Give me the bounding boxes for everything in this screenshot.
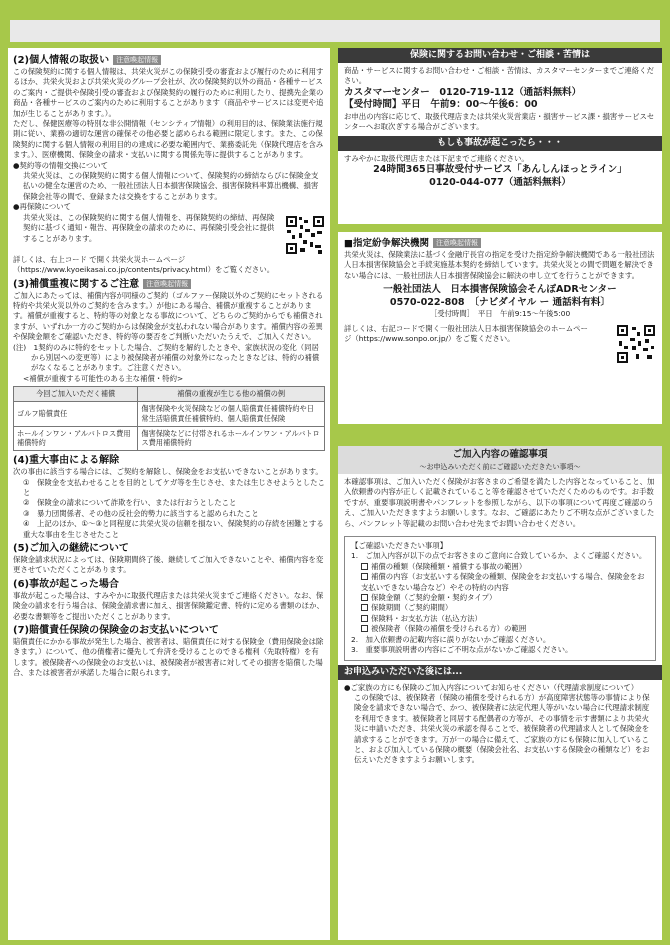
section-7-paragraph: 賠償責任にかかる事故が発生した場合、被害者は、賠償責任に対する保険金（費用保険金は除きます。）について、他の債権者に優先して弁済を受けることのできる権利（先取特権）を有します。被保険者への保険金のお支払いは、被保険者が被害者に対してその損害を賠償した場合、または被害者が承諾した場合に限られます。	[13, 637, 324, 678]
confirmation-title: ご加入内容の確認事項 〜お申込みいただく前にご確認いただきたい事項〜	[338, 446, 662, 474]
checklist-item[interactable]: 保険金額（ご契約金額・契約タイプ）	[351, 593, 649, 603]
info-exchange-heading: ●契約等の情報交換について	[13, 160, 108, 170]
info-exchange-text: 共栄火災は、この保険契約に関する個人情報について、保険契約の締結ならびに保険金支払いの健全な運営のため、一般社団法人日本損害保険協会、損害保険料率算出機構、損害保険会社等の間で、登録または交換をすることがあります。	[23, 171, 319, 201]
adr-center-name: 一般社団法人 日本損害保険協会そんぽADRセンター	[383, 284, 617, 296]
section-6-heading: (6)事故が起こった場合	[13, 578, 119, 590]
privacy-qr-code-icon[interactable]	[285, 215, 325, 255]
adr-body: 共栄火災は、保険業法に基づく金融庁長官の指定を受けた指定紛争解決機関である一般社団法人日本損害保険協会と手続実施基本契約を締結しています。共栄火災との間で問題を解決できない場合には、一般社団法人日本損害保険協会に解決の申し立てを行うことができます。	[344, 250, 655, 280]
table-cell: 傷害保険などに付帯されるホールインワン・アルバトロス費用補償特約	[138, 426, 325, 451]
section-6-paragraph: 事故が起こった場合は、すみやかに取扱代理店または共栄火災までご連絡ください。なお、保険金の請求を行う場合は、保険金請求書に加え、損害保険鑑定書、特約に定める書類のほか、必要な書類等をご提出いただくことがあります。	[13, 590, 324, 621]
confirmation-intro: 本確認事項は、ご加入いただく保険がお客さまのご希望を満たした内容となっていること、加入依頼書の内容が正しく記載されていること等を確認させていただくためのものです。お手数ですが、重要事項説明書やパンフレットを参照しながら、以下の事項について再度ご確認のうえ、ご加入いただきますようお願いします。なお、ご確認にあたりご不明な点がございましたら、パンフレット等記載のお問い合わせ先までお問い合わせください。	[344, 477, 655, 528]
customer-center-phone[interactable]: カスタマーセンター 0120-719-112（通話料無料）	[344, 86, 582, 98]
table-header: 補償の重複が生じる他の補償の例	[138, 387, 325, 402]
checklist-item[interactable]: 被保険者（保険の補償を受けられる方）の範囲	[351, 624, 649, 634]
table-row	[14, 426, 325, 451]
list-item: ① 保険金を支払わせることを目的としてケガ等を生じさせ、または生じさせようとしたこと	[23, 477, 325, 497]
overlap-coverage-table	[13, 386, 325, 451]
checkbox[interactable]	[361, 573, 368, 580]
adr-panel	[338, 232, 662, 424]
after-application-title: お申込みいただいた後には...	[338, 665, 662, 680]
accident-service-name: 24時間365日事故受付サービス「あんしんほっとライン」	[373, 164, 627, 176]
accident-title: もしも事故が起こったら・・・	[338, 136, 662, 151]
confirmation-checklist-box	[344, 536, 656, 660]
checklist-item[interactable]: 補償の種類（保険種類・補償する事故の範囲）	[351, 562, 649, 572]
accident-phone[interactable]: 0120-044-077（通話料無料）	[429, 176, 571, 188]
contact-intro: 商品・サービスに関するお問い合わせ・ご相談・苦情は、カスタマーセンターまでご連絡ください。	[344, 66, 654, 86]
table-header: 今回ご加入いただく補償	[14, 387, 138, 402]
adr-detail: 詳しくは、右記コードで開く一般社団法人日本損害保険協会のホームページ（https://www.sonpo.or.jp/）をご覧ください。	[344, 323, 588, 344]
list-item: ④ 上記のほか、①～③と同程度に共栄火災の信頼を損ない、保険契約の存続を困難とする重大な事由を生じさせたこと	[23, 519, 324, 539]
checklist-item[interactable]: 保険料・お支払方法（払込方法）	[351, 614, 649, 624]
section-5-heading: (5)ご加入の継続について	[13, 542, 129, 554]
section-3-heading: (3)補償重複に関するご注意 注意喚起情報	[13, 278, 325, 291]
section-2-paragraph-2: ただし、保健医療等の特別な非公開情報（センシティブ情報）の利用目的は、保険業法施行規則に従い、業務の適切な運営の確保その他必要と認められる範囲に限定します。また、この保険契約に関する個人情報の利用目的の達成に必要な範囲内で、業務委託先（保険代理店を含みます。）、医療機関、保険金の請求・支払いに関する関係先等に提供することがあります。	[13, 119, 324, 160]
caution-badge: 注意喚起情報	[113, 55, 161, 65]
customer-center-hours: 【受付時間】平日 午前9：00〜午後6：00	[344, 99, 538, 111]
section-2-paragraph-3: 詳しくは、右上コード で開く共栄火災ホームページ（https://www.kyoeikasai.co.jp/contents/privacy.html）をご覧ください。	[13, 254, 275, 275]
checkbox[interactable]	[361, 625, 368, 632]
checklist-question-1: 1. ご加入内容が以下の点でお客さまのご意向に合致しているか、よくご確認ください。	[351, 551, 647, 561]
caution-badge: 注意喚起情報	[433, 238, 481, 248]
section-2-heading: (2)個人情報の取扱い 注意喚起情報	[13, 54, 325, 67]
checkbox[interactable]	[361, 615, 368, 622]
after-application-bullet: ●ご家族の方にも保険のご加入内容についてお知らせください（代理請求制度について）	[344, 682, 639, 692]
table-cell: ホールインワン・アルバトロス費用補償特約	[14, 426, 138, 451]
section-4-heading: (4)重大事由による解除	[13, 455, 120, 467]
contact-title: 保険に関するお問い合わせ・ご相談・苦情は	[338, 48, 662, 63]
adr-center-phone[interactable]: 0570-022-808 〔ナビダイヤル ー 通話料有料〕	[389, 296, 611, 308]
table-cell: ゴルフ賠償責任	[14, 401, 138, 426]
checkbox[interactable]	[361, 604, 368, 611]
top-header-bar	[10, 20, 660, 42]
adr-center-hours: ［受付時間］ 平日 午前9:15〜午後5:00	[429, 309, 571, 319]
reinsurance-heading: ●再保険について	[13, 202, 72, 212]
caution-badge: 注意喚起情報	[143, 279, 191, 289]
reinsurance-text: 共栄火災は、この保険契約に関する個人情報を、再保険契約の締結、再保険契約に基づく通知・報告、再保険金の請求のために、再保険引受会社に提供することがあります。	[23, 212, 275, 243]
table-row	[14, 401, 325, 426]
adr-heading: ■指定紛争解決機関 注意喚起情報	[344, 237, 656, 250]
table-cell: 傷害保険や火災保険などの個人賠償責任補償特約や日常生活賠償責任補償特約、個人賠償責任保険	[138, 401, 325, 426]
contact-panel	[338, 48, 662, 224]
left-column	[8, 48, 330, 940]
checkbox[interactable]	[361, 563, 368, 570]
list-item: ③ 暴力団関係者、その他の反社会的勢力に該当すると認められたこと	[23, 508, 259, 518]
list-item: ② 保険金の請求について詐欺を行い、または行おうとしたこと	[23, 498, 237, 508]
checklist-item[interactable]: 補償の内容（お支払いする保険金の種類、保険金をお支払いする場合、保険金をお支払いできない場合など）やその特約の内容	[361, 572, 645, 592]
after-application-text: この保険では、被保険者（保険の補償を受けられる方）が高度障害状態等の事情により保険金を請求できない場合で、かつ、被保険者に法定代理人等がいない場合に代理請求制度を利用できます。被保険者と同居する配偶者の方等が、その事情を示す書類により共栄火災に申請いただき、共栄火災の承認を得ることで、被保険者の代理請求人として保険金を請求することができます。万が一の場合に備えて、ご家族の方にも保険に加入していること、および加入している保険の概要（保険会社名、お支払いする保険金の種類など）をお伝えいただきますようお願いします。	[354, 692, 650, 765]
confirmation-panel	[338, 446, 662, 940]
section-2-paragraph-1: この保険契約に関する個人情報は、共栄火災がこの保険引受の審査および履行のために利用するほか、共栄火災および共栄火災のグループ会社が、次の保険契約以外の商品・各種サービスのご案内・ご提供や保険引受の審査および保険契約の履行のために利用したり、提携先企業の商品・各種サービスのご案内のために利用することがあります（商品やサービスには変更や追加が生じることがあります。）。	[13, 67, 324, 118]
section-3-note: (注) 1契約のみに特約をセットした場合、ご契約を解約したときや、家族状況の変化（同居から別居への変更等）により被保険者が補償の対象外になったときなどは、特約の補償がなくなることがあります。ご注意ください。	[13, 342, 320, 373]
table-caption: <補償が重複する可能性のある主な補償・特約>	[23, 373, 184, 383]
checklist-question-2: 2. 加入依頼書の記載内容に誤りがないかご確認ください。	[351, 634, 551, 644]
section-7-heading: (7)賠償責任保険の保険金のお支払いについて	[13, 625, 219, 637]
section-3-paragraph-1: ご加入にあたっては、補償内容が同様のご契約（ゴルファー保険以外のご契約にセットされる特約や共栄火災以外のご契約を含みます。）が他にある場合、補償が重複することがあります。補償が重複すると、特約等の対象となる事故について、どちらのご契約からでも補償されますが、いずれか一方のご契約からは保険金が支払われない場合があります。補償内容の差異や保険金額をご確認いただき、特約等の要否をご判断いただいたうえで、ご加入ください。	[13, 290, 324, 342]
section-4-paragraph: 次の事由に該当する場合には、ご契約を解除し、保険金をお支払いできないことがあります。	[13, 467, 323, 477]
section-5-paragraph: 保険金請求状況によっては、保険期間終了後、継続してご加入できないことや、補償内容を変更させていただくことがあります。	[13, 554, 324, 575]
checkbox[interactable]	[361, 594, 368, 601]
confirmation-subtitle: 〜お申込みいただく前にご確認いただきたい事項〜	[419, 463, 581, 471]
checklist-item[interactable]: 保険期間（ご契約期間）	[351, 603, 649, 613]
accident-intro: すみやかに取扱代理店または下記までご連絡ください。	[344, 153, 529, 163]
sonpo-qr-code-icon[interactable]	[616, 324, 656, 364]
checklist-question-3: 3. 重要事項説明書の内容にご不明な点がないかご確認ください。	[351, 645, 573, 655]
checklist-heading: 【ご確認いただきたい事項】	[351, 541, 448, 551]
contact-note: お申出の内容に応じて、取扱代理店または共栄火災営業店・損害サービス課・損害サービスセンターへお取次ぎする場合がございます。	[344, 111, 655, 132]
